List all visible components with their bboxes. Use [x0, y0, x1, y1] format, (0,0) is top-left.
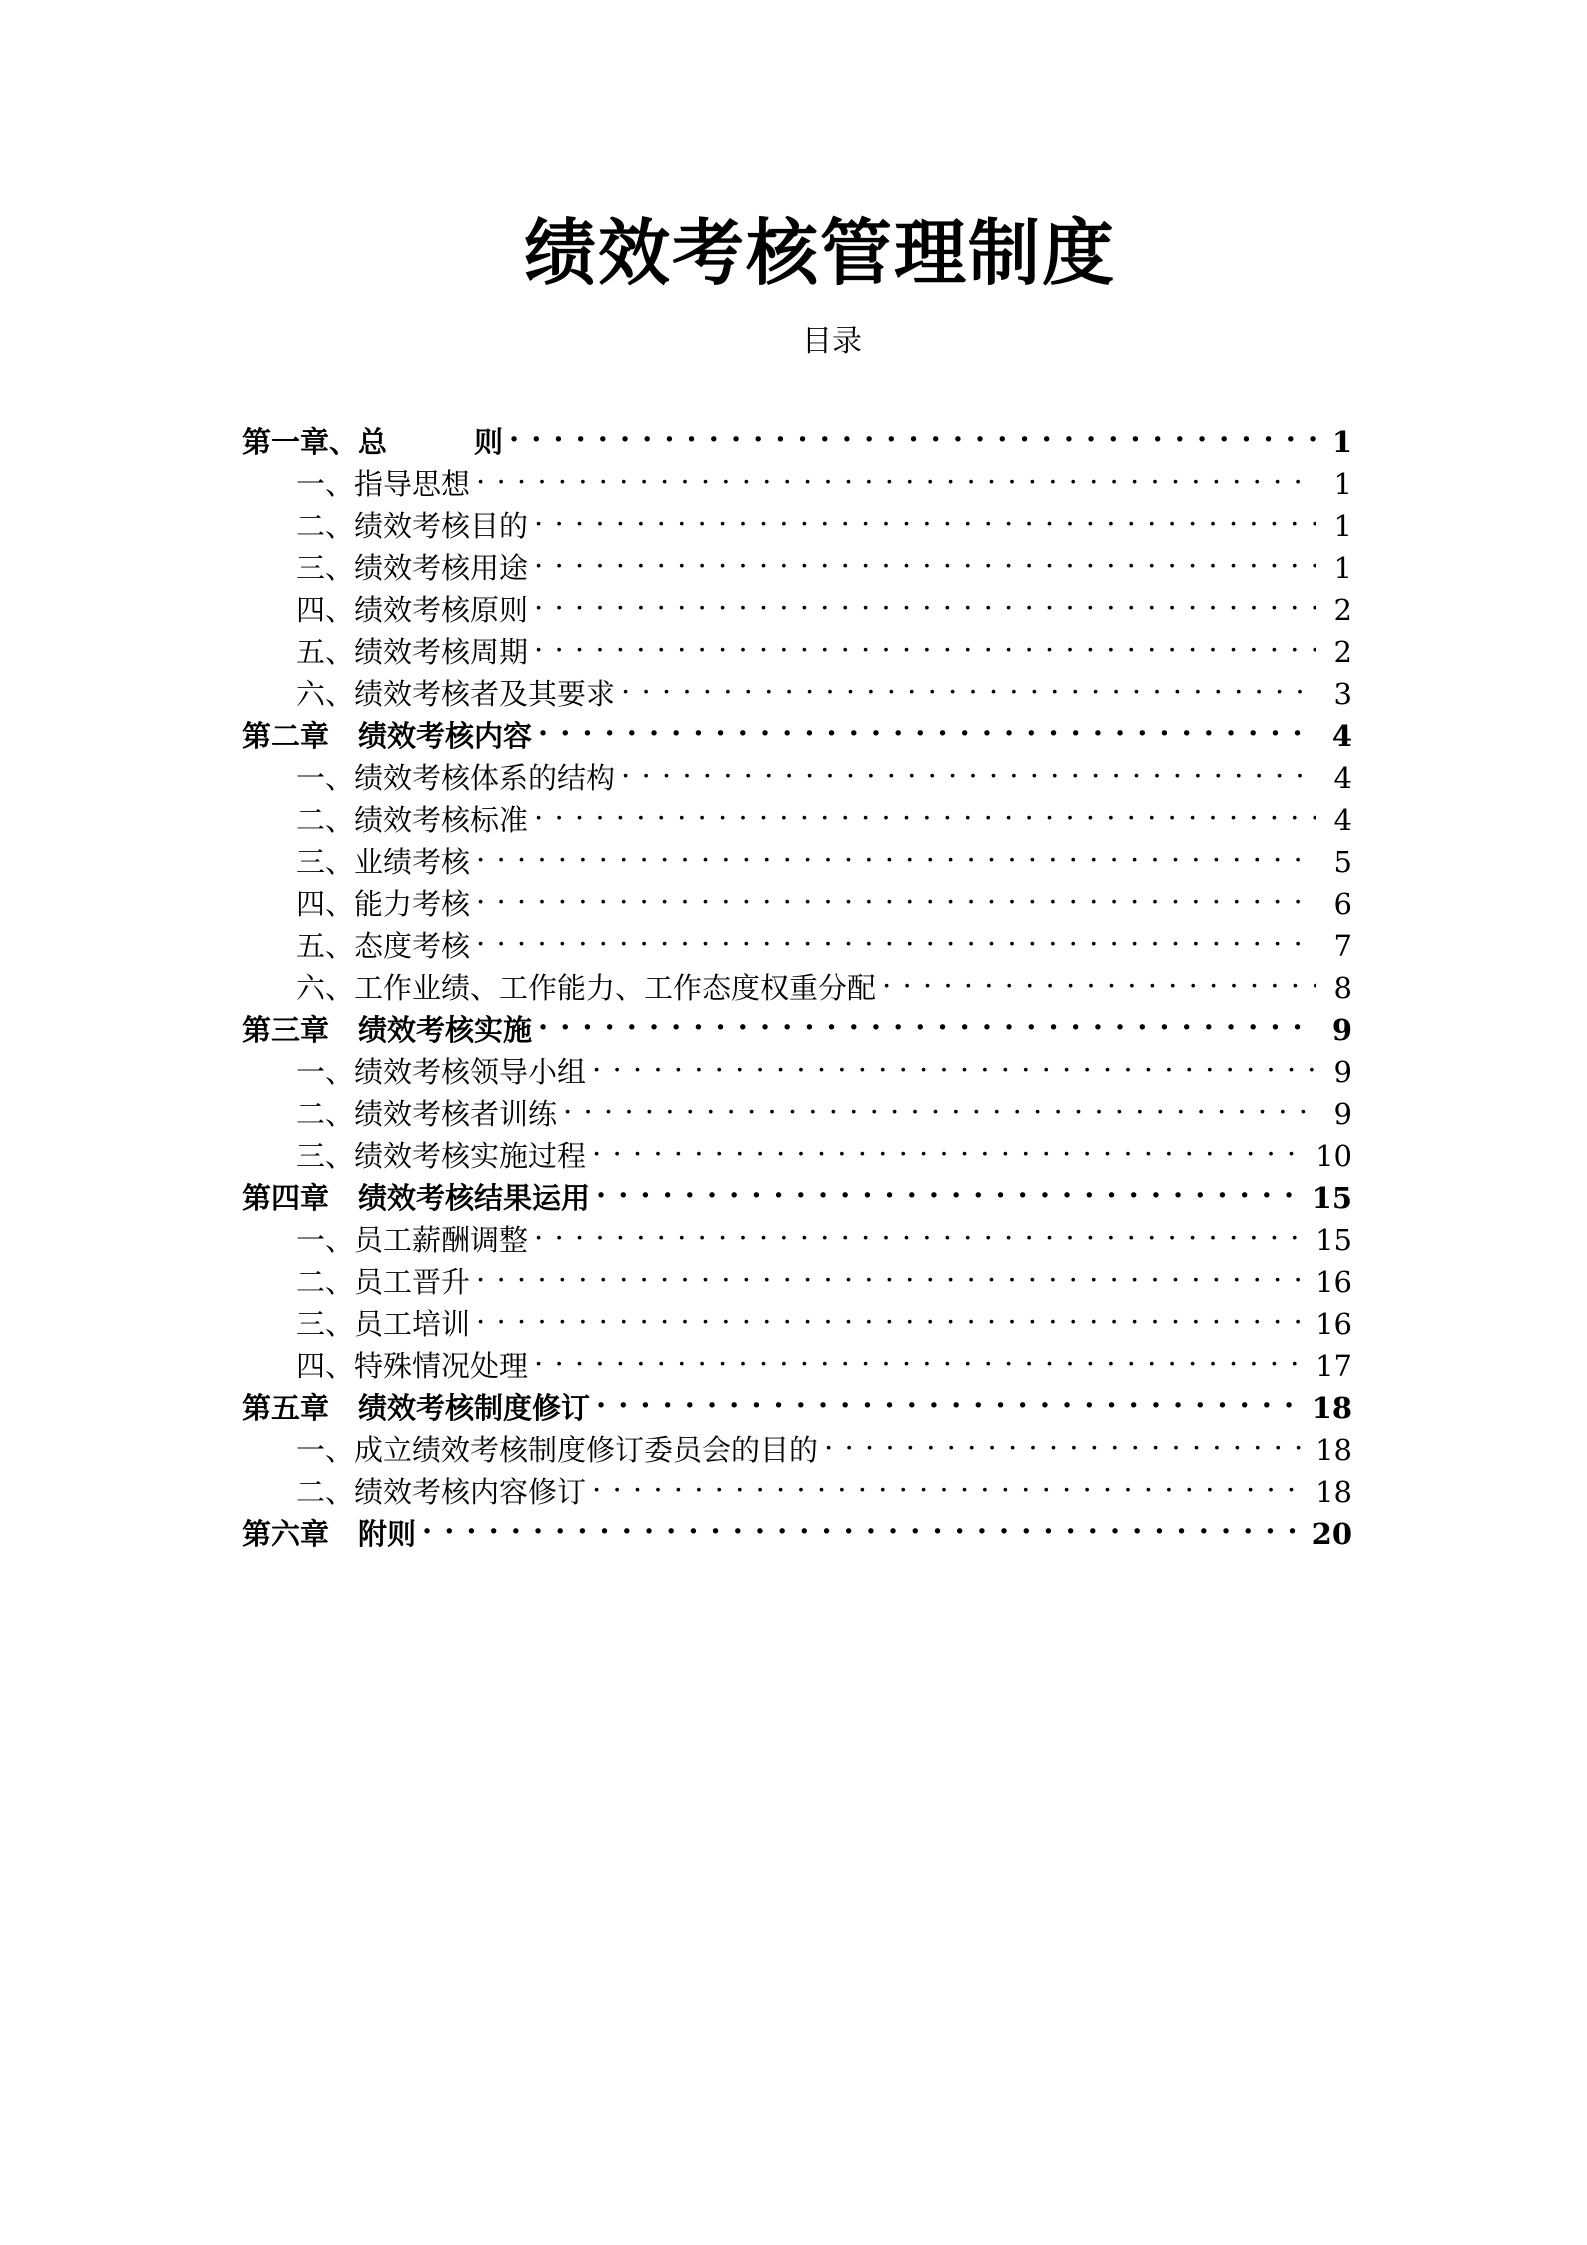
toc-leader-dots: [538, 998, 1316, 1040]
toc-leader-dots: [422, 1502, 1306, 1544]
toc-entry-label: 四、能力考核: [296, 887, 471, 921]
toc-entry-label: 第三章 绩效考核实施: [242, 1013, 533, 1047]
toc-entry-page: 9: [1331, 1013, 1352, 1047]
toc-entry-page: 2: [1333, 593, 1352, 627]
toc-entry-label: 第六章 附则: [242, 1517, 417, 1551]
toc-entry-page: 8: [1333, 971, 1352, 1005]
toc-entry-label: 三、绩效考核用途: [296, 551, 529, 585]
toc-heading: 目录: [802, 324, 862, 359]
toc-leader-dots: [534, 536, 1316, 578]
toc-entry-label: 四、特殊情况处理: [296, 1349, 529, 1383]
toc-entry-label: 二、绩效考核内容修订: [296, 1475, 587, 1509]
toc-leader-dots: [592, 1124, 1309, 1166]
toc-entry-page: 15: [1311, 1181, 1352, 1215]
toc-entry-label: 第二章 绩效考核内容: [242, 719, 533, 753]
toc-entry[interactable]: [242, 410, 1352, 459]
document-title: 绩效考核管理制度: [523, 210, 1116, 295]
toc-entry-page: 1: [1333, 509, 1352, 543]
toc-entry-label: 五、绩效考核周期: [296, 635, 529, 669]
toc-entry-label: 一、绩效考核领导小组: [296, 1055, 587, 1089]
toc-entry-page: 9: [1333, 1055, 1352, 1089]
toc-entry-page: 4: [1333, 803, 1352, 837]
toc-entry-page: 15: [1315, 1223, 1352, 1257]
toc-entry-label: 三、业绩考核: [296, 845, 471, 879]
toc-entry-page: 9: [1333, 1097, 1352, 1131]
toc-entry-label: 五、态度考核: [296, 929, 471, 963]
toc-entry-page: 3: [1333, 677, 1352, 711]
toc-entry-page: 20: [1311, 1517, 1352, 1551]
toc-entry-label: 一、绩效考核体系的结构: [296, 761, 616, 795]
toc-entry-label: 二、绩效考核标准: [296, 803, 529, 837]
toc-leader-dots: [534, 1208, 1309, 1250]
toc-leader-dots: [476, 830, 1316, 872]
toc-entry-label: 第一章、总 则: [242, 425, 504, 459]
toc-entry-label: 第五章 绩效考核制度修订: [242, 1391, 591, 1425]
toc-entry-label: 六、绩效考核者及其要求: [296, 677, 616, 711]
toc-entry-page: 1: [1333, 551, 1352, 585]
toc-leader-dots: [534, 494, 1316, 536]
toc-entry-page: 17: [1315, 1349, 1352, 1383]
toc-leader-dots: [534, 788, 1316, 830]
toc-leader-dots: [476, 914, 1316, 956]
toc-leader-dots: [534, 620, 1316, 662]
toc-entry-label: 六、工作业绩、工作能力、工作态度权重分配: [296, 971, 877, 1005]
toc-leader-dots: [476, 452, 1316, 494]
toc-entry-label: 四、绩效考核原则: [296, 593, 529, 627]
toc-entry-label: 三、绩效考核实施过程: [296, 1139, 587, 1173]
toc-entry-page: 4: [1331, 719, 1352, 753]
toc-entry-label: 三、员工培训: [296, 1307, 471, 1341]
toc-entry-label: 二、绩效考核目的: [296, 509, 529, 543]
toc-entry-page: 6: [1333, 887, 1352, 921]
table-of-contents: [242, 410, 1352, 1551]
toc-entry-page: 18: [1311, 1391, 1352, 1425]
toc-leader-dots: [592, 1460, 1309, 1502]
toc-entry-page: 2: [1333, 635, 1352, 669]
toc-leader-dots: [596, 1376, 1306, 1418]
toc-leader-dots: [534, 578, 1316, 620]
toc-entry-page: 5: [1333, 845, 1352, 879]
toc-leader-dots: [538, 704, 1316, 746]
toc-entry-page: 18: [1315, 1475, 1352, 1509]
toc-entry-page: 7: [1333, 929, 1352, 963]
toc-entry-label: 一、成立绩效考核制度修订委员会的目的: [296, 1433, 819, 1467]
toc-entry-label: 一、指导思想: [296, 467, 471, 501]
toc-leader-dots: [882, 956, 1316, 998]
toc-entry-page: 18: [1315, 1433, 1352, 1467]
toc-entry-page: 1: [1331, 425, 1352, 459]
toc-leader-dots: [534, 1334, 1309, 1376]
toc-leader-dots: [509, 410, 1316, 452]
toc-entry-page: 4: [1333, 761, 1352, 795]
toc-entry-page: 1: [1333, 467, 1352, 501]
toc-entry-page: 16: [1315, 1307, 1352, 1341]
toc-leader-dots: [476, 1250, 1309, 1292]
toc-entry-label: 一、员工薪酬调整: [296, 1223, 529, 1257]
toc-entry-label: 第四章 绩效考核结果运用: [242, 1181, 591, 1215]
toc-leader-dots: [563, 1082, 1316, 1124]
toc-leader-dots: [621, 746, 1316, 788]
toc-entry-label: 二、绩效考核者训练: [296, 1097, 558, 1131]
toc-entry-page: 16: [1315, 1265, 1352, 1299]
toc-leader-dots: [592, 1040, 1316, 1082]
toc-leader-dots: [824, 1418, 1309, 1460]
toc-leader-dots: [596, 1166, 1306, 1208]
toc-entry-page: 10: [1315, 1139, 1352, 1173]
toc-leader-dots: [476, 872, 1316, 914]
toc-entry-label: 二、员工晋升: [296, 1265, 471, 1299]
toc-leader-dots: [621, 662, 1316, 704]
toc-leader-dots: [476, 1292, 1309, 1334]
